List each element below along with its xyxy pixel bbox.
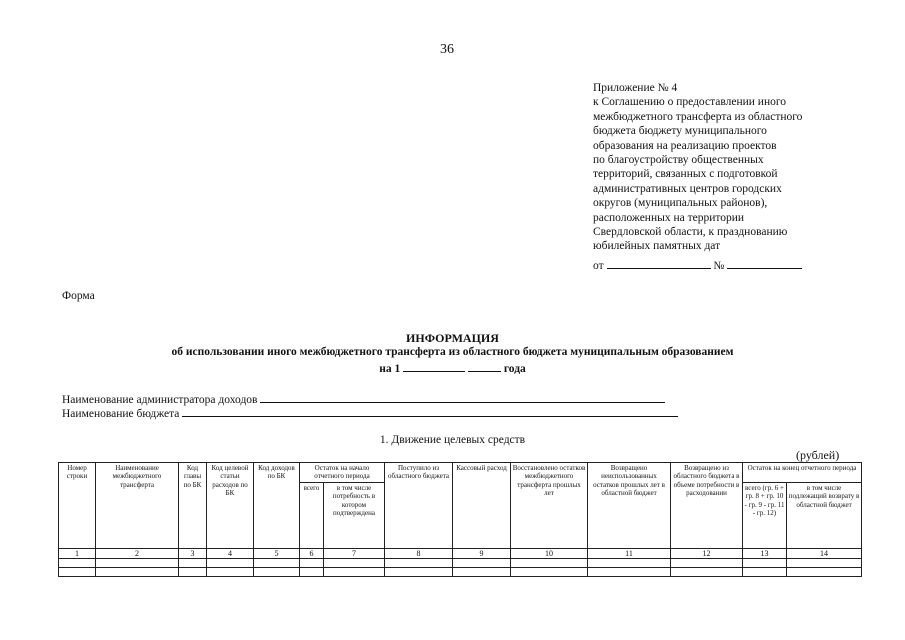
header-row-number: Номер строки — [59, 463, 96, 549]
units-label: (рублей) — [796, 448, 840, 462]
appendix-line: расположенных на территории — [593, 211, 745, 224]
date-suffix: года — [503, 363, 526, 375]
table-cell[interactable] — [324, 567, 385, 576]
header-balance-start: Остаток на начало отчетного периода — [300, 463, 385, 483]
table-cell[interactable] — [453, 567, 511, 576]
report-date-blank[interactable] — [403, 361, 465, 372]
form-label: Форма — [62, 290, 95, 302]
number-label: № — [713, 260, 725, 272]
document-title: ИНФОРМАЦИЯ — [406, 331, 499, 345]
report-date-line — [0, 361, 905, 375]
appendix-line: к Соглашению о предоставлении иного — [593, 96, 787, 109]
table-cell[interactable] — [96, 558, 179, 567]
header-returned-unused: Возвращено неиспользованных остатков прошлых лет в областной бюджет — [588, 463, 671, 549]
column-number: 3 — [179, 548, 207, 558]
table-cell[interactable] — [453, 558, 511, 567]
date-blank[interactable] — [607, 258, 711, 269]
header-balance-end: Остаток на конец отчетного периода — [743, 463, 862, 483]
column-number: 7 — [324, 548, 385, 558]
budget-input-line[interactable] — [182, 406, 678, 417]
table-cell[interactable] — [179, 558, 207, 567]
table-cell[interactable] — [324, 558, 385, 567]
budget-field — [62, 406, 678, 420]
appendix-line: по благоустройству общественных — [593, 154, 764, 167]
column-number: 11 — [588, 548, 671, 558]
number-blank[interactable] — [727, 258, 802, 269]
header-income-code: Код доходов по БК — [254, 463, 300, 549]
appendix-line: Приложение № 4 — [593, 82, 678, 94]
subheader-subject-return: в том числе подлежащий возврату в областной бюджет — [787, 482, 862, 548]
table-cell[interactable] — [671, 567, 743, 576]
appendix-line: юбилейных памятных дат — [593, 240, 721, 253]
date-prefix: на 1 — [379, 363, 401, 375]
from-label: от — [593, 260, 604, 272]
header-target-code: Код целевой статьи расходов по БК — [207, 463, 254, 549]
funds-movement-table — [58, 462, 862, 577]
table-cell[interactable] — [96, 567, 179, 576]
header-received: Поступило из областного бюджета — [385, 463, 453, 549]
table-cell[interactable] — [300, 558, 324, 567]
column-number: 5 — [254, 548, 300, 558]
budget-label: Наименование бюджета — [62, 408, 180, 420]
column-number: 9 — [453, 548, 511, 558]
table-cell[interactable] — [787, 558, 862, 567]
subheader-need-confirmed: в том числе потребность в котором подтверждена — [324, 482, 385, 548]
table-header-row — [59, 463, 862, 483]
table-cell[interactable] — [743, 558, 787, 567]
table-data-row — [59, 558, 862, 567]
header-restored: Восстановлено остатков межбюджетного трансферта прошлых лет — [511, 463, 588, 549]
column-numbers-row — [59, 548, 862, 558]
appendix-line: межбюджетного трансферта из областного — [593, 110, 803, 123]
table-cell[interactable] — [207, 567, 254, 576]
admin-label: Наименование администратора доходов — [62, 394, 258, 406]
column-number: 10 — [511, 548, 588, 558]
table-cell[interactable] — [588, 558, 671, 567]
admin-input-line[interactable] — [260, 392, 665, 403]
subheader-start-total: всего — [300, 482, 324, 548]
table-cell[interactable] — [743, 567, 787, 576]
table-cell[interactable] — [511, 567, 588, 576]
table-cell[interactable] — [59, 558, 96, 567]
table-cell[interactable] — [385, 567, 453, 576]
column-number: 14 — [787, 548, 862, 558]
table-cell[interactable] — [671, 558, 743, 567]
subheader-end-total: всего (гр. 6 + гр. 8 + гр. 10 - гр. 9 - гр. 11 - гр. 12) — [743, 482, 787, 548]
column-number: 2 — [96, 548, 179, 558]
table-cell[interactable] — [588, 567, 671, 576]
header-transfer-name: Наименование межбюджетного трансферта — [96, 463, 179, 549]
appendix-line: округов (муниципальных районов), — [593, 197, 768, 210]
page-number: 36 — [440, 42, 454, 57]
table-cell[interactable] — [787, 567, 862, 576]
column-number: 4 — [207, 548, 254, 558]
table-cell[interactable] — [207, 558, 254, 567]
admin-field — [62, 392, 665, 406]
appendix-line: Свердловской области, к празднованию — [593, 226, 788, 239]
column-number: 13 — [743, 548, 787, 558]
header-returned-to-budget: Возвращено из областного бюджета в объеме потребности в расходовании — [671, 463, 743, 549]
appendix-line: образования на реализацию проектов — [593, 139, 777, 152]
report-year-blank[interactable] — [468, 361, 501, 372]
header-chapter-code: Код главы по БК — [179, 463, 207, 549]
table-cell[interactable] — [300, 567, 324, 576]
appendix-date-number-line — [593, 258, 802, 272]
table-cell[interactable] — [254, 558, 300, 567]
appendix-line: территорий, связанных с подготовкой — [593, 168, 778, 181]
header-cash-expense: Кассовый расход — [453, 463, 511, 549]
column-number: 1 — [59, 548, 96, 558]
column-number: 12 — [671, 548, 743, 558]
appendix-block — [593, 81, 873, 254]
table-cell[interactable] — [254, 567, 300, 576]
section-title: 1. Движение целевых средств — [379, 434, 526, 446]
appendix-line: бюджета бюджету муниципального — [593, 125, 767, 138]
column-number: 6 — [300, 548, 324, 558]
column-number: 8 — [385, 548, 453, 558]
table-cell[interactable] — [511, 558, 588, 567]
table-data-row — [59, 567, 862, 576]
appendix-line: административных центров городских — [593, 182, 782, 195]
table-cell[interactable] — [179, 567, 207, 576]
table-cell[interactable] — [59, 567, 96, 576]
table-cell[interactable] — [385, 558, 453, 567]
document-subtitle: об использовании иного межбюджетного трансферта из областного бюджета муниципальным образованием — [171, 346, 734, 358]
